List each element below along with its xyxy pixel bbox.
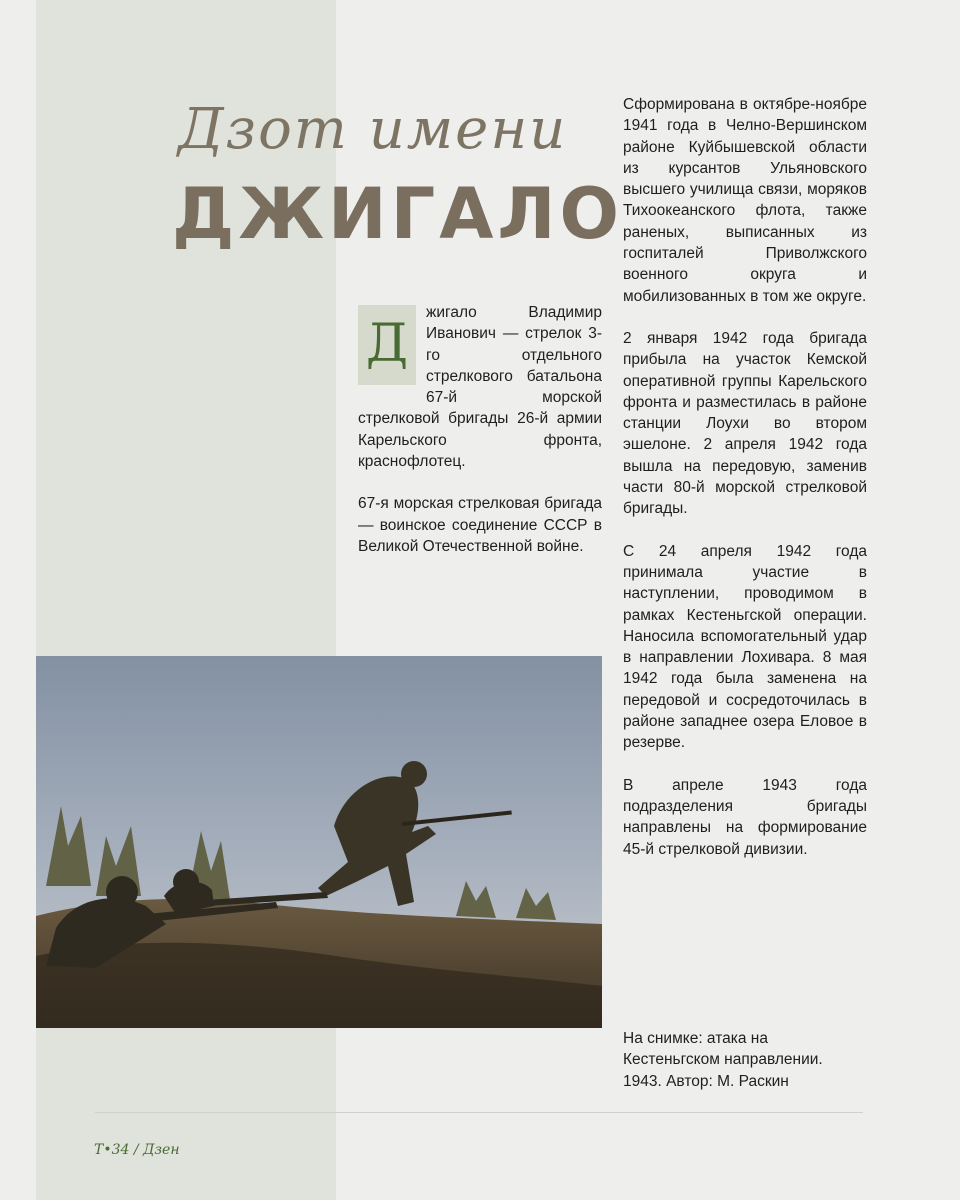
photo-caption xyxy=(623,1028,867,1092)
war-photo-illustration xyxy=(36,656,602,1028)
right-paragraph-4: В апреле 1943 года подразделения бригады направлены на формирование 45-й стрелковой дивизии. xyxy=(623,776,867,858)
war-photo xyxy=(36,656,602,1028)
intro-paragraph-2: 67-я морская стрелковая бригада — воинское соединение СССР в Великой Отечественной войне. xyxy=(358,495,602,555)
right-paragraph-1: Сформирована в октябре-ноябре 1941 года в Челно-Вершинском районе Куйбышевской области из курсантов Ульяновского высшего училища связи, моряков Тихоокеанского флота, также раненых, выписанных из госпиталей Приволжского военного округа и мобилизованных в том же округе. xyxy=(623,96,867,305)
caption-line-1: На снимке: атака на Кестеньгском направлении. xyxy=(623,1030,823,1069)
footer-mark: Т•34 / Дзен xyxy=(94,1142,180,1158)
caption-line-2: 1943. Автор: М. Раскин xyxy=(623,1072,789,1090)
dropcap: Д xyxy=(358,305,416,385)
intro-paragraph-1 xyxy=(358,302,602,472)
right-column-text xyxy=(623,94,867,881)
title-script-line: Дзот имени xyxy=(178,97,568,162)
intro-text xyxy=(358,302,602,578)
title-bold-line: ДЖИГАЛО xyxy=(172,173,624,255)
intro-paragraph-1-text: жигало Владимир Иванович — стрелок 3-го отдельного стрелкового батальона 67-й морской стрелковой бригады 26-й армии Карельского фронта, краснофлотец. xyxy=(358,304,602,471)
right-paragraph-3: С 24 апреля 1942 года принимала участие в наступлении, проводимом в рамках Кестеньгской операции. Наносила вспомогательный удар в направлении Лохивара. 8 мая 1942 года была заменена на передовой и сосредоточилась в районе западнее озера Еловое в резерве. xyxy=(623,542,867,752)
footer-divider xyxy=(95,1112,863,1113)
right-paragraph-2: 2 января 1942 года бригада прибыла на участок Кемской оперативной группы Карельского фронта и разместилась в районе станции Лоухи во втором эшелоне. 2 апреля 1942 года вышла на передовую, заменив части 80-й морской стрелковой бригады. xyxy=(623,329,867,518)
